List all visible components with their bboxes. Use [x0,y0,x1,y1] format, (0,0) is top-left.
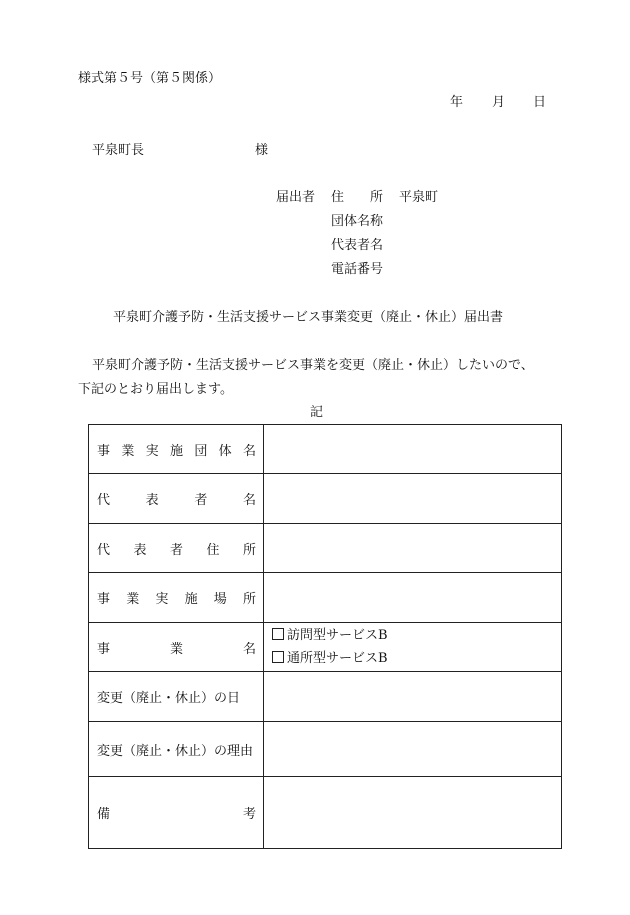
date-day-label: 日 [533,95,547,110]
business-label [89,623,264,672]
location-label [89,573,264,623]
label-char: 実 [155,592,169,607]
table-row-location [89,573,562,623]
label-char: 代 [97,493,111,508]
notifier-phone-label: 電話番号 [331,262,384,277]
label-char: 表 [145,493,159,508]
form-number: 様式第５号（第５関係） [78,71,222,86]
addressee-honorific: 様 [255,143,269,158]
label-char: 名 [242,493,256,508]
addressee-name: 平泉町長 [92,143,145,158]
label-char: 所 [242,592,256,607]
notifier-representative-label: 代表者名 [331,238,384,253]
table-row-org-name [89,425,562,474]
date-month-label: 月 [492,95,506,110]
ki-marker: 記 [310,405,324,420]
label-char: 者 [169,542,183,558]
label-char: 施 [184,592,198,607]
label-char: 事 [97,443,111,459]
label-char: 代 [97,542,111,558]
change-reason-label [89,722,264,777]
table-row-representative [89,474,562,524]
label-char: 施 [169,443,183,459]
table-row-business [89,623,562,672]
change-date-value-cell[interactable] [264,672,562,722]
rep-address-value-cell[interactable] [264,524,562,573]
change-reason-label-text: 変更（廃止・休止）の理由 [97,743,254,759]
label-char: 名 [242,641,256,657]
body-text-line-1: 平泉町介護予防・生活支援サービス事業を変更（廃止・休止）したいので、 [92,358,534,373]
remarks-value-cell[interactable] [264,777,562,849]
label-char: 業 [169,641,183,657]
label-char: 体 [218,443,232,459]
table-row-rep-address [89,524,562,573]
location-value-cell[interactable] [264,573,562,623]
remarks-label [89,777,264,849]
notifier-address-label: 住 所 [331,190,384,205]
date-year-label: 年 [450,95,464,110]
label-char: 考 [242,807,256,822]
change-reason-value-cell[interactable] [264,722,562,777]
checkbox-icon[interactable] [272,651,284,663]
notifier-address-value: 平泉町 [399,190,439,205]
business-options-cell [264,623,562,672]
label-char: 事 [97,641,111,657]
table-row-change-date [89,672,562,722]
option-label: 通所型サービスB [287,651,388,666]
label-char: 名 [242,443,256,459]
checkbox-icon[interactable] [272,628,284,640]
option-label: 訪問型サービスB [287,628,388,643]
notifier-label: 届出者 [276,190,316,205]
label-char: 表 [133,542,147,558]
representative-label [89,474,264,524]
change-date-label [89,672,264,722]
business-option-visit[interactable] [272,624,561,647]
org-name-label [89,425,264,474]
label-char: 業 [126,592,140,607]
notifier-organization-label: 団体名称 [331,214,384,229]
label-char: 者 [194,493,208,508]
representative-value-cell[interactable] [264,474,562,524]
label-char: 団 [194,443,208,459]
rep-address-label [89,524,264,573]
label-char: 事 [97,592,111,607]
label-char: 業 [121,443,135,459]
label-char: 実 [145,443,159,459]
table-row-change-reason [89,722,562,777]
business-option-daycare[interactable] [272,647,561,670]
org-name-value-cell[interactable] [264,425,562,474]
document-title: 平泉町介護予防・生活支援サービス事業変更（廃止・休止）届出書 [113,310,504,325]
label-char: 所 [242,542,256,558]
change-date-label-text: 変更（廃止・休止）の日 [97,691,241,706]
body-text-line-2: 下記のとおり届出します。 [78,382,233,397]
label-char: 場 [213,592,227,607]
record-table [88,424,562,849]
label-char: 住 [206,542,220,558]
table-row-remarks [89,777,562,849]
label-char: 備 [97,807,111,822]
